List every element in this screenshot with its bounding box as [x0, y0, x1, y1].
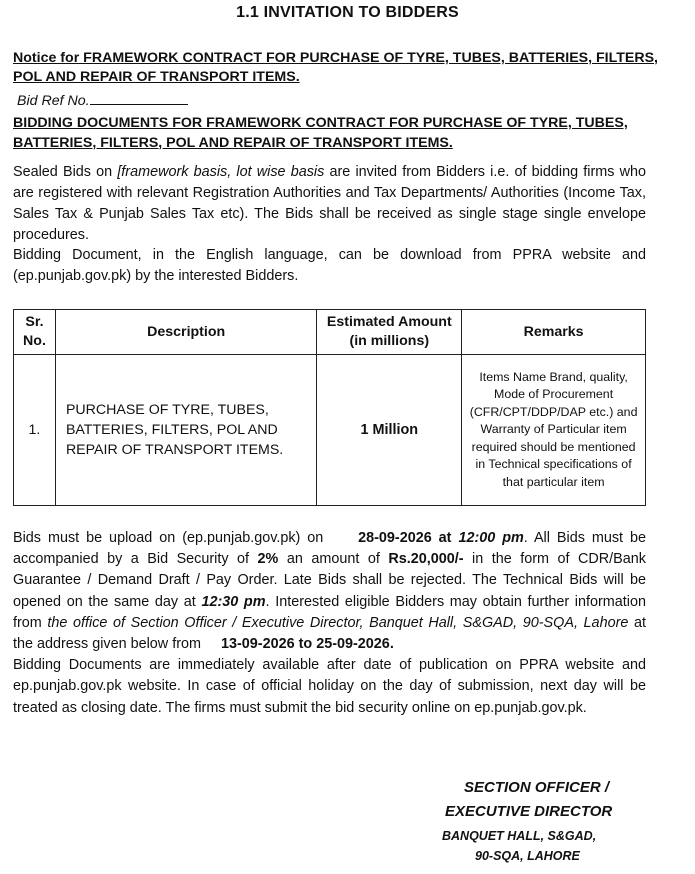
- header-description: Description: [55, 310, 316, 355]
- table-row: [14, 355, 646, 506]
- signature-address-2: 90-SQA, LAHORE: [475, 849, 580, 863]
- table-header-row: [14, 310, 646, 355]
- signature-role: EXECUTIVE DIRECTOR: [445, 803, 613, 820]
- availability-text: Bidding Documents are immediately available after date of publication on PPRA website and ep.punjab.gov.pk website. In case of official holiday on the day of submission, next day will be treated as closing date. The firms must submit the bid security online on ep.punjab.gov.pk.: [13, 657, 646, 716]
- intro-text-c: are invited from Bidders i.e. of bidding firms who are registered with relevant Registration Authorities and Tax Departments/ Authorities (Income Tax, Sales Tax & Punjab Sales Tax etc). The Bids shall be received as single stage single envelope procedures.: [13, 164, 646, 243]
- signature-title: SECTION OFFICER /: [464, 779, 610, 796]
- header-remarks: Remarks: [462, 310, 646, 355]
- opening-time: 12:30 pm: [201, 593, 266, 610]
- header-sr: Sr. No.: [14, 310, 56, 355]
- header-amount: Estimated Amount (in millions): [317, 310, 462, 355]
- bids-table: [13, 309, 646, 506]
- submission-paragraph: Bids must be upload on (ep.punjab.gov.pk) on 28-09-2026 at 12:00 pm. All Bids must be accompanied by a Bid Security of 2% an amount of Rs.20,000/- in the form of CDR/Bank Guarantee / Demand Draft / Pay Order. Late Bids shall be rejected. The Technical Bids will be opened on the same day at 12:30 pm. Interested eligible Bidders may obtain further information from the office of Section Officer / Executive Director, Banquet Hall, S&GAD, 90-SQA, Lahore at the address given below from 13-09-2026 to 25-09-2026. Bidding Documents are immediately available after date of publication on PPRA website and ep.punjab.gov.pk website. In case of official holiday on the day of submission, next day will be treated as closing date. The firms must submit the bid security online on ep.punjab.gov.pk.: [13, 530, 647, 716]
- date-from: 13-09-2026: [220, 636, 295, 653]
- cell-remarks: Items Name Brand, quality, Mode of Procurement (CFR/CPT/DDP/DAP etc.) and Warranty of Particular item required should be mentioned in Technical specifications of that particular item: [462, 355, 646, 506]
- submission-date: 28-09-2026 at: [358, 530, 459, 546]
- intro-text-a: Sealed Bids on: [13, 164, 118, 180]
- cell-amount: 1 Million: [317, 355, 462, 506]
- bidding-documents-heading: BIDDING DOCUMENTS FOR FRAMEWORK CONTRACT FOR PURCHASE OF TYRE, TUBES, BATTERIES, FILTERS, POL AND REPAIR OF TRANSPORT ITEMS.: [13, 115, 628, 151]
- bid-ref: [17, 91, 188, 111]
- date-to: 25-09-2026: [316, 636, 390, 653]
- page-title: 1.1 INVITATION TO BIDDERS: [236, 4, 459, 21]
- security-percent: 2%: [257, 551, 279, 568]
- cell-description: PURCHASE OF TYRE, TUBES, BATTERIES, FILTERS, POL AND REPAIR OF TRANSPORT ITEMS.: [55, 355, 316, 506]
- intro-text-basis: [framework basis, lot wise basis: [117, 164, 325, 180]
- security-amount: Rs.20,000/-: [388, 551, 464, 568]
- notice-heading: Notice for FRAMEWORK CONTRACT FOR PURCHASE OF TYRE, TUBES, BATTERIES, FILTERS, POL AND REPAIR OF TRANSPORT ITEMS.: [13, 50, 659, 85]
- download-paragraph: Bidding Document, in the English language, can be download from PPRA website and (ep.punjab.gov.pk) by the interested Bidders.: [13, 247, 646, 284]
- cell-sr: 1.: [14, 355, 56, 506]
- office-address: the office of Section Officer / Executive Director, Banquet Hall, S&GAD, 90-SQA, Lahore: [47, 614, 629, 631]
- signature-address-1: BANQUET HALL, S&GAD,: [442, 829, 597, 843]
- intro-paragraph: [13, 162, 646, 246]
- bid-ref-label: Bid Ref No.: [17, 93, 90, 109]
- submission-time: 12:00 pm: [458, 530, 524, 546]
- bid-ref-blank: [90, 91, 188, 105]
